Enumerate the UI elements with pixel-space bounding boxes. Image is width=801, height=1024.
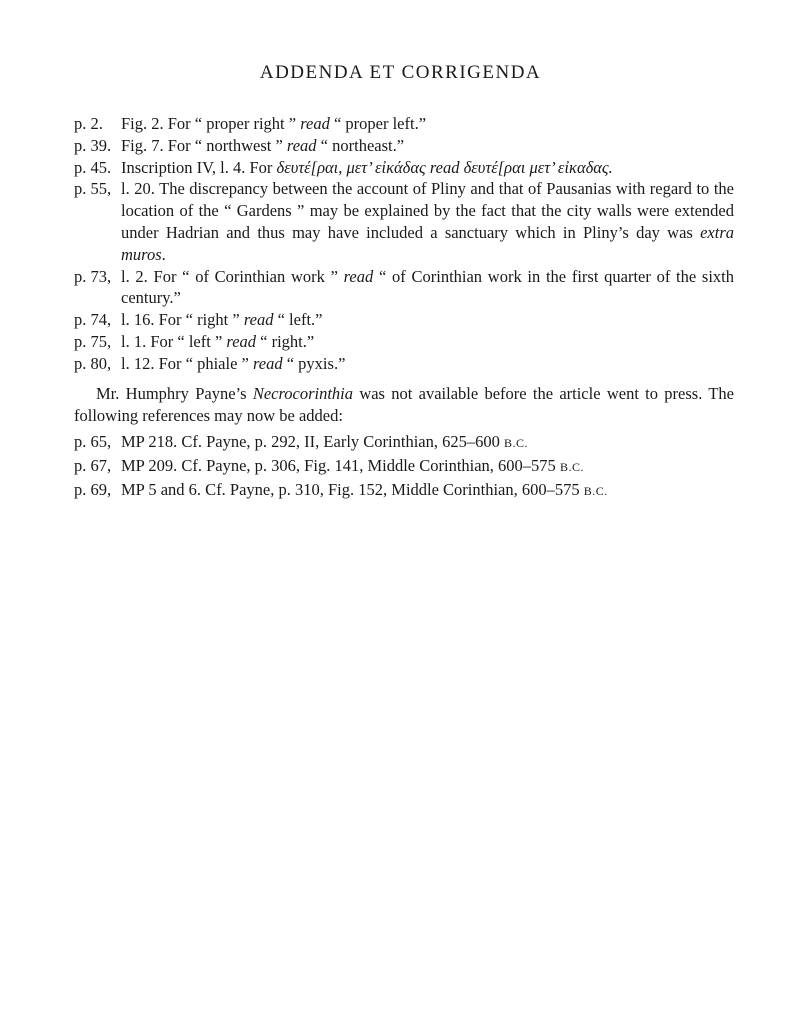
note-text-part: Mr. Humphry Payne’s [96,384,253,403]
entry-text-part: l. 1. For “ left ” [121,331,227,351]
addendum-entry [74,431,734,455]
entry-text [121,431,734,455]
page-reference: p. 80, [74,353,112,373]
page-title: ADDENDA ET CORRIGENDA [259,62,542,83]
page-reference: p. 69, [74,479,112,499]
read-word: read [226,331,257,351]
entry-text-part: l. 2. For “ of Corinthian work ” [121,266,344,286]
entry-text-part: Fig. 7. For “ northwest ” [121,135,287,155]
page-reference: p. 67, [74,455,112,475]
read-word: read [343,266,374,286]
corrigendum-entry [74,266,734,310]
corrigendum-entry [74,353,734,375]
greek-text: δευτέ[ραι, μετ’ εἰκάδας [276,157,426,177]
era-label: B.C. [503,436,528,450]
entry-text-part: “ northeast.” [316,135,405,155]
entry-text-part: “ left.” [273,310,323,330]
entry-text [121,353,734,375]
page-reference: p. 73, [74,266,112,286]
entry-text-part: “ of Corinthian work in the first quarter of the sixth century.” [121,266,734,308]
corrigendum-entry [74,331,734,353]
addendum-entry [74,479,734,503]
read-word: read [252,353,283,373]
entry-text [121,455,734,479]
page-reference: p. 65, [74,432,112,451]
entry-text-part: l. 12. For “ phiale ” [121,353,253,373]
addenda-list [74,431,734,502]
note-text-part: was not available before the article went to press. The following references may now be added: [74,384,734,425]
book-title: Necrocorinthia [252,384,354,403]
page-reference: p. 75, [74,331,112,351]
corrigenda-list [74,113,734,375]
corrigendum-entry [74,135,734,157]
entry-text [121,266,734,310]
entry-text-part: l. 16. For “ right ” [121,310,244,330]
page-reference: p. 55, [74,179,112,199]
italic-phrase: extra muros [121,222,734,264]
entry-text [121,331,734,353]
entry-text-part: MP 218. Cf. Payne, p. 292, II, Early Corinthian, 625–600 [121,432,504,451]
entry-text [121,113,734,135]
entry-text [121,309,734,331]
entry-text-part: l. 20. The discrepancy between the account of Pliny and that of Pausanias with regard to the location of the “ Gardens ” may be explained by the fact that the city walls were extended under Hadrian and thus may have included a sanctuary which in Pliny’s day was [121,179,734,242]
page-reference: p. 45. [74,157,112,177]
era-label: B.C. [583,483,608,498]
addendum-entry [74,455,734,479]
corrigendum-entry [74,113,734,135]
note-paragraph [74,383,734,427]
read-word: read [300,114,330,133]
entry-text-part: “ right.” [256,331,315,351]
read-word: read [243,310,274,330]
entry-text-part: MP 209. Cf. Payne, p. 306, Fig. 141, Middle Corinthian, 600–575 [121,455,560,475]
read-word: read [286,135,317,155]
page-reference: p. 39. [74,135,112,155]
entry-text [121,479,734,503]
read-word: read [429,157,460,177]
era-label: B.C. [559,459,584,474]
entry-text-part: MP 5 and 6. Cf. Payne, p. 310, Fig. 152, Middle Corinthian, 600–575 [121,479,584,499]
entry-text-part: “ pyxis.” [282,353,346,373]
page-reference: p. 74, [74,310,112,330]
entry-text-part: . [161,244,166,264]
corrigendum-entry [74,309,734,331]
entry-text-part: Inscription IV, l. 4. For [121,157,277,177]
entry-text [121,135,734,157]
corrigendum-entry [74,157,734,179]
entry-text-part: Fig. 2. For “ proper right ” [121,114,301,133]
entry-text [121,157,734,179]
entry-text [121,178,734,265]
page-reference: p. 2. [74,114,103,133]
entry-text-part: “ proper left.” [329,114,427,133]
corrigendum-entry [74,178,734,265]
greek-text: δευτέ[ραι μετ’ εἰκαδας. [463,157,613,177]
